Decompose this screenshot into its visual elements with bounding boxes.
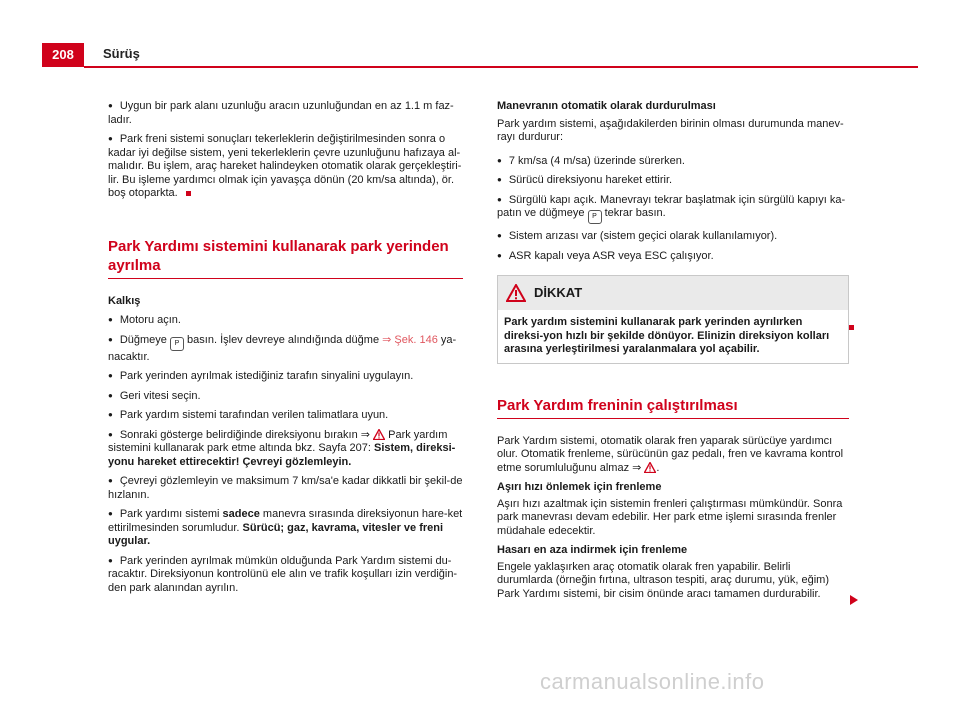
bullet-item: ● Düğmeye P basın. İşlev devreye alındığında düğme ⇒ Şek. 146 ya-nacaktır. bbox=[108, 334, 463, 365]
bullet-item: ● Sistem arızası var (sistem geçici olarak kullanılamıyor). bbox=[497, 230, 849, 244]
section-end-marker bbox=[849, 325, 854, 330]
continue-arrow-icon bbox=[850, 595, 858, 605]
park-assist-button-icon: P bbox=[588, 210, 602, 224]
sub-heading: Manevranın otomatik olarak durdurulması bbox=[497, 100, 716, 112]
bullet-item: ● Park yardım sistemi tarafından verilen talimatlara uyun. bbox=[108, 409, 463, 423]
bullet-item: ● Park yardımı sistemi sadece manevra sırasında direksiyonun hare-ket ettirilmesinden sorumludur. Sürücü; gaz, kavrama, vitesler ve freni uygular. bbox=[108, 508, 463, 549]
bullet-item: ● Motoru açın. bbox=[108, 314, 463, 328]
figure-link[interactable]: ⇒ Şek. 146 bbox=[382, 333, 438, 346]
bullet-item: ● Park yerinden ayrılmak istediğiniz tarafın sinyalini uygulayın. bbox=[108, 370, 463, 384]
sub-heading: Hasarı en aza indirmek için frenleme bbox=[497, 544, 688, 556]
bullet-item: ● 7 km/sa (4 m/sa) üzerinde sürerken. bbox=[497, 155, 849, 169]
sub-heading: Aşırı hızı önlemek için frenleme bbox=[497, 481, 662, 493]
header-rule bbox=[84, 66, 918, 68]
paragraph: Park Yardım sistemi, otomatik olarak fren yaparak sürücüye yardımcı olur. Otomatik frenleme, sürücünün gaz pedalı, fren ve kavrama kontrol etme sorumluluğunu almaz ⇒ . bbox=[497, 434, 844, 474]
sub-heading: Kalkış bbox=[108, 294, 141, 307]
warning-header bbox=[498, 276, 848, 310]
bullet-item: ● Sürgülü kapı açık. Manevrayı tekrar başlatmak için sürgülü kapıyı ka-patın ve düğmeye P tekrar basın. bbox=[497, 194, 849, 225]
section-header: Sürüş bbox=[103, 46, 140, 61]
bullet-item: ● Uygun bir park alanı uzunluğu aracın uzunluğundan en az 1.1 m faz-ladır. bbox=[108, 100, 463, 127]
warning-box bbox=[497, 275, 849, 364]
paragraph: Park yardım sistemi, aşağıdakilerden birinin olması durumunda manev-rayı durdurur: bbox=[497, 117, 844, 143]
section-rule bbox=[497, 418, 849, 419]
bullet-item: ● Sonraki gösterge belirdiğinde direksiyonu bırakın ⇒ Park yardım sistemini kullanarak park etme altında bkz. Sayfa 207: Sistem, direksi-yonu hareket ettirecektir! Çevreyi gözlemleyin. bbox=[108, 429, 463, 470]
paragraph: Aşırı hızı azaltmak için sistemin frenleri çalıştırması mümkündür. Sonra park manevrası devam edebilir. Her park etme işlemi sırasında frenler müdahale edecektir. bbox=[497, 497, 843, 537]
warning-icon bbox=[373, 429, 385, 440]
warning-icon bbox=[506, 284, 526, 302]
right-column bbox=[497, 100, 849, 607]
section-title: Park Yardım freninin çalıştırılması bbox=[497, 396, 738, 414]
warning-title: DİKKAT bbox=[534, 285, 583, 301]
warning-text: Park yardım sistemini kullanarak park yerinden ayrılırken direksi-yon hızlı bir şekilde dönüyor. Elinizin direksiyon kolları arasına yerleştirilmesi yaralanmalara yol açabilir. bbox=[504, 316, 830, 355]
bullet-item: ● Park freni sistemi sonuçları tekerleklerin değiştirilmesinden sonra o kadar iyi değilse sistem, yeni tekerleklerin çevre uzunluğunu hafızaya al-malıdır. Bu işlem, araç hareket halindeyken otomatik olarak gerçekleştiri-lir. Bu işleme yardımcı olmak için yavaşça dönün (20 km/sa altında), ör. boş otoparkta. bbox=[108, 133, 463, 201]
bullet-item: ● ASR kapalı veya ASR veya ESC çalışıyor. bbox=[497, 250, 849, 264]
watermark: carmanualsonline.info bbox=[540, 669, 765, 694]
bullet-item: ● Sürücü direksiyonu hareket ettirir. bbox=[497, 174, 849, 188]
paragraph: Engele yaklaşırken araç otomatik olarak fren yapabilir. Belirli durumlarda (örneğin fırtına, ultrason tespiti, araç durumu, yük, eğim) Park Yardımı sistemi, bir cisim önünde aracı tamamen durdurabilir. bbox=[497, 560, 829, 600]
section-rule bbox=[108, 278, 463, 279]
page-number: 208 bbox=[42, 43, 84, 67]
bullet-item: ● Çevreyi gözlemleyin ve maksimum 7 km/sa'e kadar dikkatli bir şekil-de hızlanın. bbox=[108, 475, 463, 502]
warning-icon bbox=[644, 462, 656, 473]
park-assist-button-icon: P bbox=[170, 337, 184, 351]
section-title: Park Yardımı sistemini kullanarak park yerinden ayrılma bbox=[108, 237, 449, 274]
bullet-item: ● Geri vitesi seçin. bbox=[108, 390, 463, 404]
left-column bbox=[108, 100, 463, 601]
section-end-marker bbox=[186, 191, 191, 196]
bullet-item: ● Park yerinden ayrılmak mümkün olduğunda Park Yardım sistemi du-racaktır. Direksiyonun kontrolünü ele alın ve trafik koşulları izin verdiğin-den park alanından ayrılın. bbox=[108, 555, 463, 596]
